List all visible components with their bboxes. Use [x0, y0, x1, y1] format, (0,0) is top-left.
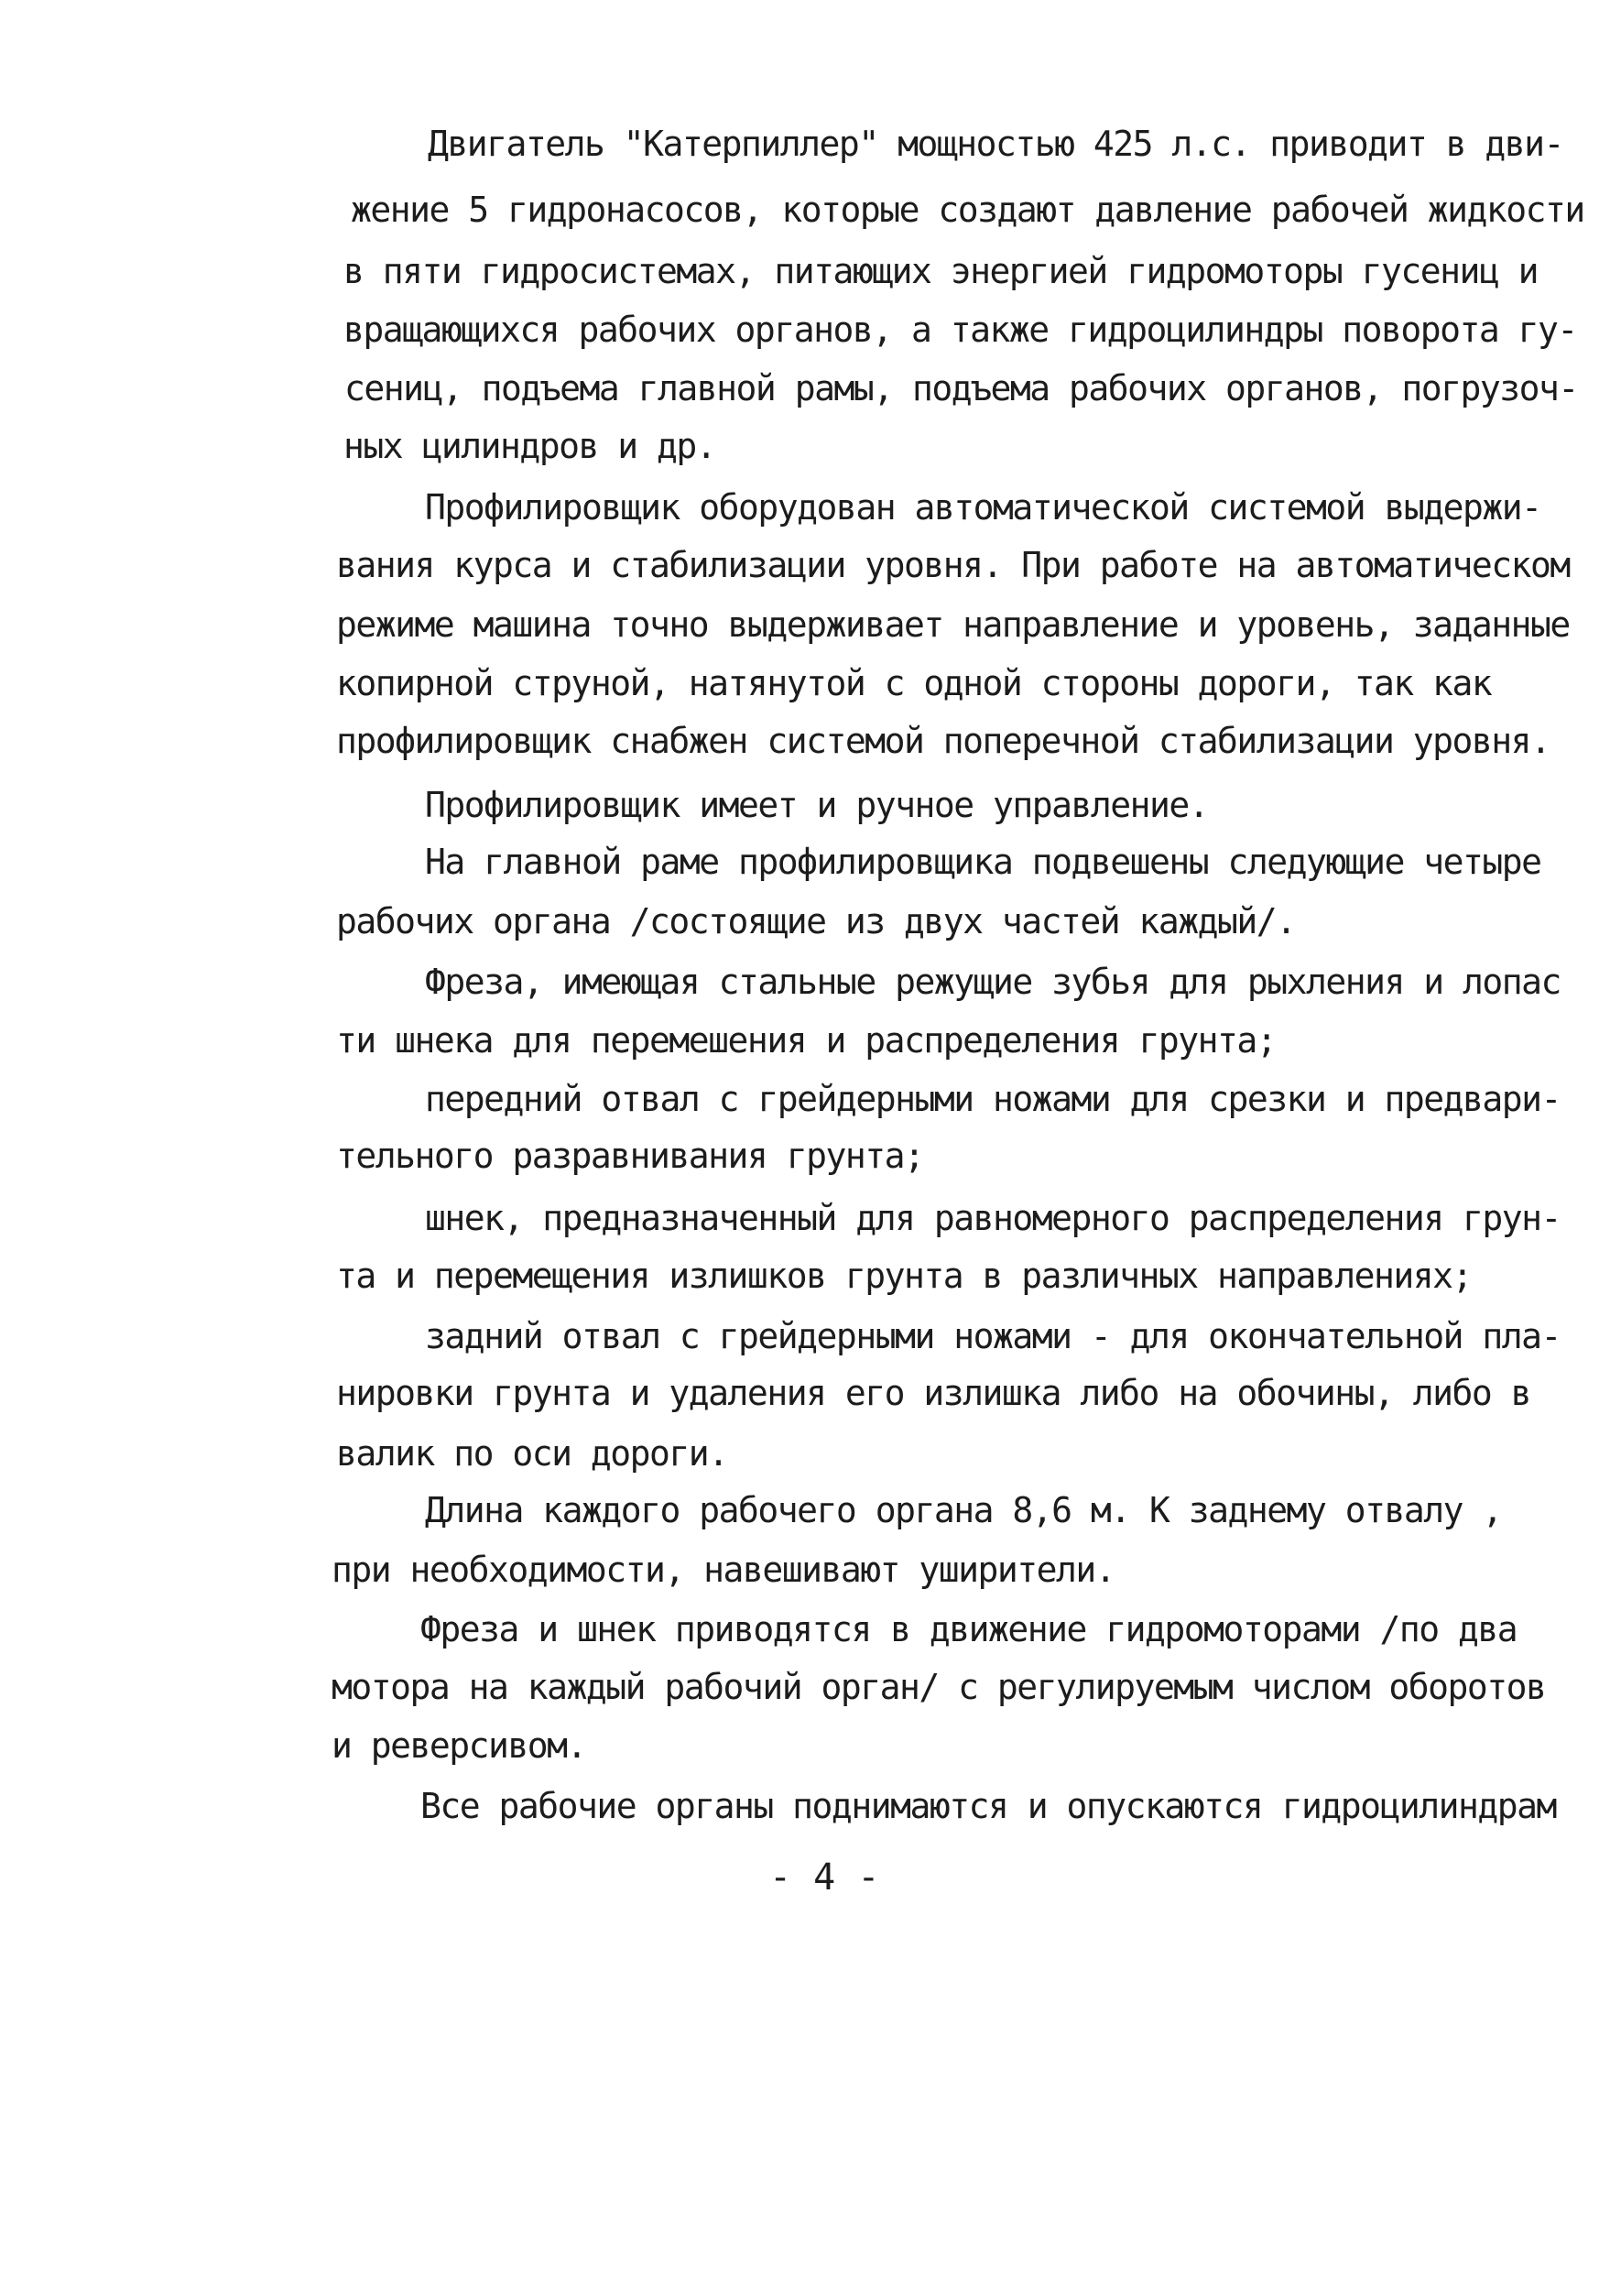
- text-line-4: вращающихся рабочих органов, а также гидроцилиндры поворота гу-: [343, 310, 1577, 350]
- page-number: - 4 -: [769, 1856, 880, 1899]
- text-line-14: рабочих органа /состоящие из двух частей каждый/.: [336, 901, 1296, 941]
- text-line-22: нировки грунта и удаления его излишка либо на обочины, либо в: [336, 1373, 1531, 1413]
- text-line-8: вания курса и стабилизации уровня. При работе на автоматическом: [336, 545, 1570, 585]
- text-line-11: профилировщик снабжен системой поперечной стабилизации уровня.: [336, 721, 1550, 761]
- text-line-28: и реверсивом.: [332, 1725, 586, 1766]
- text-line-12: Профилировщик имеет и ручное управление.: [425, 785, 1209, 825]
- text-line-10: копирной струной, натянутой с одной стороны дороги, так как: [336, 663, 1492, 703]
- text-line-3: в пяти гидросистемах, питающих энергией гидромоторы гусениц и: [343, 251, 1539, 291]
- text-line-27: мотора на каждый рабочий орган/ с регулируемым числом оборотов: [332, 1667, 1546, 1707]
- text-line-16: ти шнека для перемешения и распределения грунта;: [336, 1020, 1277, 1061]
- text-line-7: Профилировщик оборудован автоматической системой выдержи-: [425, 487, 1541, 528]
- text-line-1: Двигатель "Катерпиллер" мощностью 425 л.с. приводит в дви-: [428, 124, 1563, 164]
- text-line-13: На главной раме профилировщика подвешены следующие четыре: [425, 842, 1541, 882]
- text-line-26: Фреза и шнек приводятся в движение гидромоторами /по два: [420, 1609, 1518, 1649]
- text-line-20: та и перемещения излишков грунта в различных направлениях;: [336, 1256, 1472, 1296]
- text-line-2: жение 5 гидронасосов, которые создают давление рабочей жидкости: [351, 190, 1584, 230]
- text-line-19: шнек, предназначенный для равномерного распределения грун-: [425, 1198, 1561, 1238]
- text-line-25: при необходимости, навешивают уширители.: [332, 1550, 1115, 1590]
- text-line-17: передний отвал с грейдерными ножами для срезки и предвари-: [425, 1079, 1561, 1119]
- text-line-9: режиме машина точно выдерживает направление и уровень, заданные: [336, 604, 1570, 645]
- text-line-21: задний отвал с грейдерными ножами - для окончательной пла-: [425, 1316, 1561, 1356]
- text-line-15: Фреза, имеющая стальные режущие зубья для рыхления и лопас: [425, 962, 1561, 1002]
- text-line-18: тельного разравнивания грунта;: [336, 1136, 924, 1176]
- text-line-5: сениц, подъема главной рамы, подъема рабочих органов, погрузоч-: [344, 368, 1578, 408]
- text-line-23: валик по оси дороги.: [336, 1433, 728, 1474]
- text-line-6: ных цилиндров и др.: [343, 426, 716, 466]
- text-line-29: Все рабочие органы поднимаются и опускаются гидроцилиндрам: [420, 1786, 1556, 1826]
- text-line-24: Длина каждого рабочего органа 8,6 м. К заднему отвалу ,: [425, 1490, 1502, 1530]
